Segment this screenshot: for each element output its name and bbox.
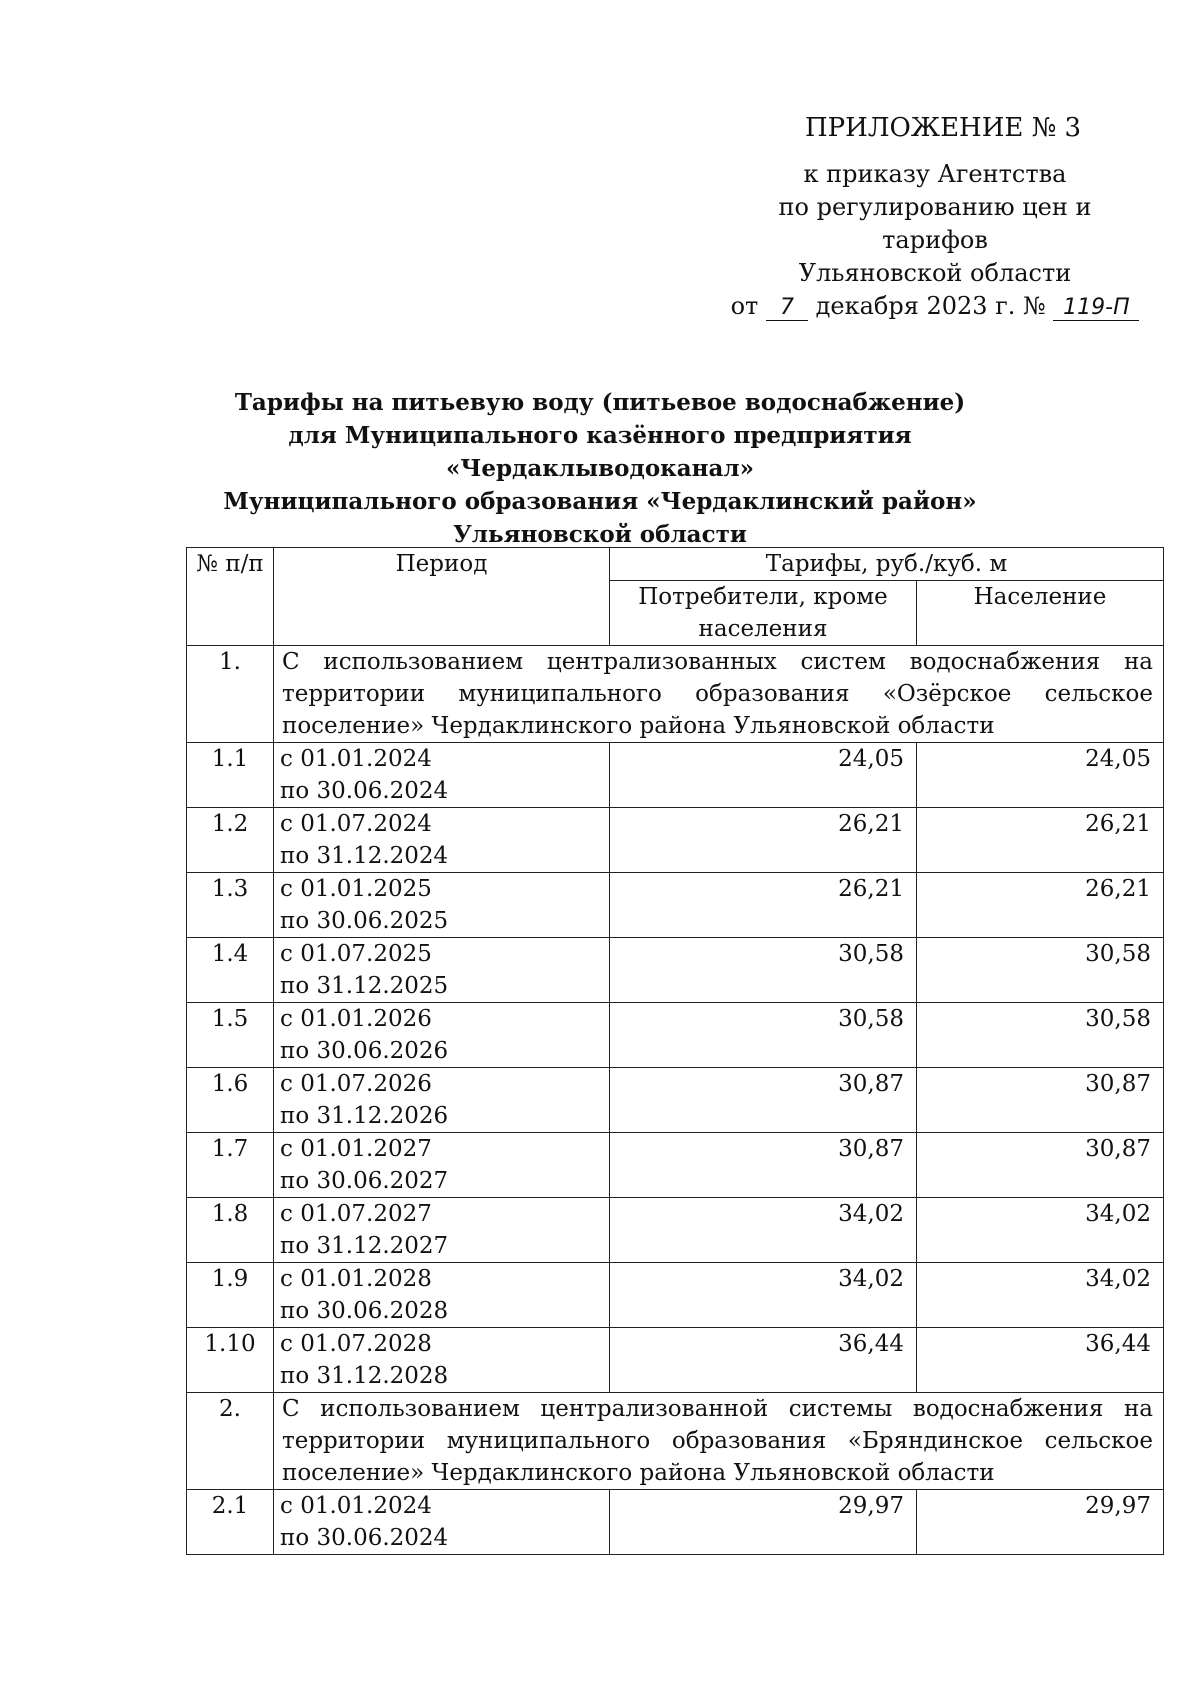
period-to: по 31.12.2025 — [280, 973, 449, 999]
annex-line-1: к приказу Агентства — [803, 160, 1067, 188]
tariff-population: 26,21 — [917, 808, 1164, 873]
title-line-1: Тарифы на питьевую воду (питьевое водоснабжение) — [234, 389, 966, 416]
section-row — [187, 646, 1164, 743]
period-from: с 01.01.2025 — [280, 876, 432, 902]
table-row — [187, 743, 1164, 808]
row-period — [274, 938, 610, 1003]
period-from: с 01.01.2026 — [280, 1006, 432, 1032]
tariff-consumers: 29,97 — [610, 1490, 917, 1555]
section-title: С использованием централизованных систем водоснабжения на территории муниципального образования «Озёрское сельское поселение» Чердаклинского района Ульяновской области — [274, 646, 1164, 743]
period-to: по 31.12.2026 — [280, 1103, 449, 1129]
period-to: по 31.12.2024 — [280, 843, 449, 869]
title-line-3: Муниципального образования «Чердаклинский район» — [223, 488, 977, 515]
header-tariffs: Тарифы, руб./куб. м — [610, 548, 1164, 581]
header-consumers: Потребители, кроме населения — [610, 581, 917, 646]
tariff-consumers: 30,58 — [610, 938, 917, 1003]
row-period — [274, 1328, 610, 1393]
date-day-handwritten: 7 — [766, 296, 808, 321]
tariff-consumers: 34,02 — [610, 1263, 917, 1328]
document-title — [150, 386, 1050, 551]
table-row — [187, 1133, 1164, 1198]
row-period — [274, 1490, 610, 1555]
annex-lines — [725, 158, 1145, 323]
title-line-2: для Муниципального казённого предприятия «Чердаклыводоканал» — [288, 422, 912, 482]
annex-date-line — [725, 290, 1145, 323]
tariff-population: 30,58 — [917, 938, 1164, 1003]
tariff-population: 26,21 — [917, 873, 1164, 938]
tariff-consumers: 30,87 — [610, 1133, 917, 1198]
date-prefix: от — [730, 292, 759, 320]
period-to: по 30.06.2028 — [280, 1298, 449, 1324]
row-number: 1.10 — [187, 1328, 274, 1393]
table-body — [187, 548, 1164, 1555]
tariff-population: 30,87 — [917, 1133, 1164, 1198]
tariff-consumers: 30,87 — [610, 1068, 917, 1133]
period-from: с 01.01.2027 — [280, 1136, 432, 1162]
title-line-4: Ульяновской области — [453, 521, 747, 548]
header-row-1 — [187, 548, 1164, 581]
table-row — [187, 1003, 1164, 1068]
period-to: по 30.06.2026 — [280, 1038, 449, 1064]
row-period — [274, 873, 610, 938]
row-period — [274, 808, 610, 873]
header-population: Население — [917, 581, 1164, 646]
tariff-population: 29,97 — [917, 1490, 1164, 1555]
row-number: 1.2 — [187, 808, 274, 873]
order-number-handwritten: 119-П — [1053, 296, 1139, 321]
table-row — [187, 938, 1164, 1003]
tariff-consumers: 36,44 — [610, 1328, 917, 1393]
row-period — [274, 1133, 610, 1198]
period-to: по 31.12.2027 — [280, 1233, 449, 1259]
row-number: 1.4 — [187, 938, 274, 1003]
table-row — [187, 873, 1164, 938]
tariff-population: 34,02 — [917, 1263, 1164, 1328]
table-row — [187, 808, 1164, 873]
row-number: 1.7 — [187, 1133, 274, 1198]
row-period — [274, 1198, 610, 1263]
row-period — [274, 743, 610, 808]
row-number: 1.8 — [187, 1198, 274, 1263]
tariff-population: 30,87 — [917, 1068, 1164, 1133]
tariff-population: 34,02 — [917, 1198, 1164, 1263]
tariff-consumers: 26,21 — [610, 808, 917, 873]
period-from: с 01.07.2026 — [280, 1071, 432, 1097]
row-number: 1.3 — [187, 873, 274, 938]
section-number: 1. — [187, 646, 274, 743]
row-number: 1.5 — [187, 1003, 274, 1068]
tariffs-table — [186, 547, 1164, 1555]
row-number: 2.1 — [187, 1490, 274, 1555]
row-period — [274, 1263, 610, 1328]
section-row — [187, 1393, 1164, 1490]
tariff-consumers: 34,02 — [610, 1198, 917, 1263]
table-row — [187, 1068, 1164, 1133]
annex-line-2: по регулированию цен и тарифов — [778, 193, 1092, 254]
period-from: с 01.07.2025 — [280, 941, 432, 967]
period-to: по 30.06.2024 — [280, 1525, 449, 1551]
tariff-population: 36,44 — [917, 1328, 1164, 1393]
header-num: № п/п — [187, 548, 274, 646]
row-number: 1.1 — [187, 743, 274, 808]
period-from: с 01.07.2028 — [280, 1331, 432, 1357]
period-from: с 01.01.2024 — [280, 1493, 432, 1519]
row-number: 1.9 — [187, 1263, 274, 1328]
header-period: Период — [274, 548, 610, 646]
row-number: 1.6 — [187, 1068, 274, 1133]
period-from: с 01.01.2024 — [280, 746, 432, 772]
table-row — [187, 1198, 1164, 1263]
table-row — [187, 1328, 1164, 1393]
row-period — [274, 1068, 610, 1133]
period-from: с 01.01.2028 — [280, 1266, 432, 1292]
table-row — [187, 1263, 1164, 1328]
tariff-consumers: 24,05 — [610, 743, 917, 808]
section-title: С использованием централизованной системы водоснабжения на территории муниципального образования «Бряндинское сельское поселение» Чердаклинского района Ульяновской области — [274, 1393, 1164, 1490]
period-to: по 30.06.2025 — [280, 908, 449, 934]
period-to: по 31.12.2028 — [280, 1363, 449, 1389]
date-middle: декабря 2023 г. № — [815, 292, 1046, 320]
annex-title: ПРИЛОЖЕНИЕ № 3 — [805, 113, 1082, 143]
section-number: 2. — [187, 1393, 274, 1490]
period-from: с 01.07.2024 — [280, 811, 432, 837]
annex-block — [725, 112, 1145, 323]
tariff-consumers: 30,58 — [610, 1003, 917, 1068]
tariff-population: 30,58 — [917, 1003, 1164, 1068]
row-period — [274, 1003, 610, 1068]
table-row — [187, 1490, 1164, 1555]
tariff-population: 24,05 — [917, 743, 1164, 808]
period-to: по 30.06.2024 — [280, 778, 449, 804]
annex-line-3: Ульяновской области — [798, 259, 1072, 287]
period-to: по 30.06.2027 — [280, 1168, 449, 1194]
period-from: с 01.07.2027 — [280, 1201, 432, 1227]
tariff-consumers: 26,21 — [610, 873, 917, 938]
